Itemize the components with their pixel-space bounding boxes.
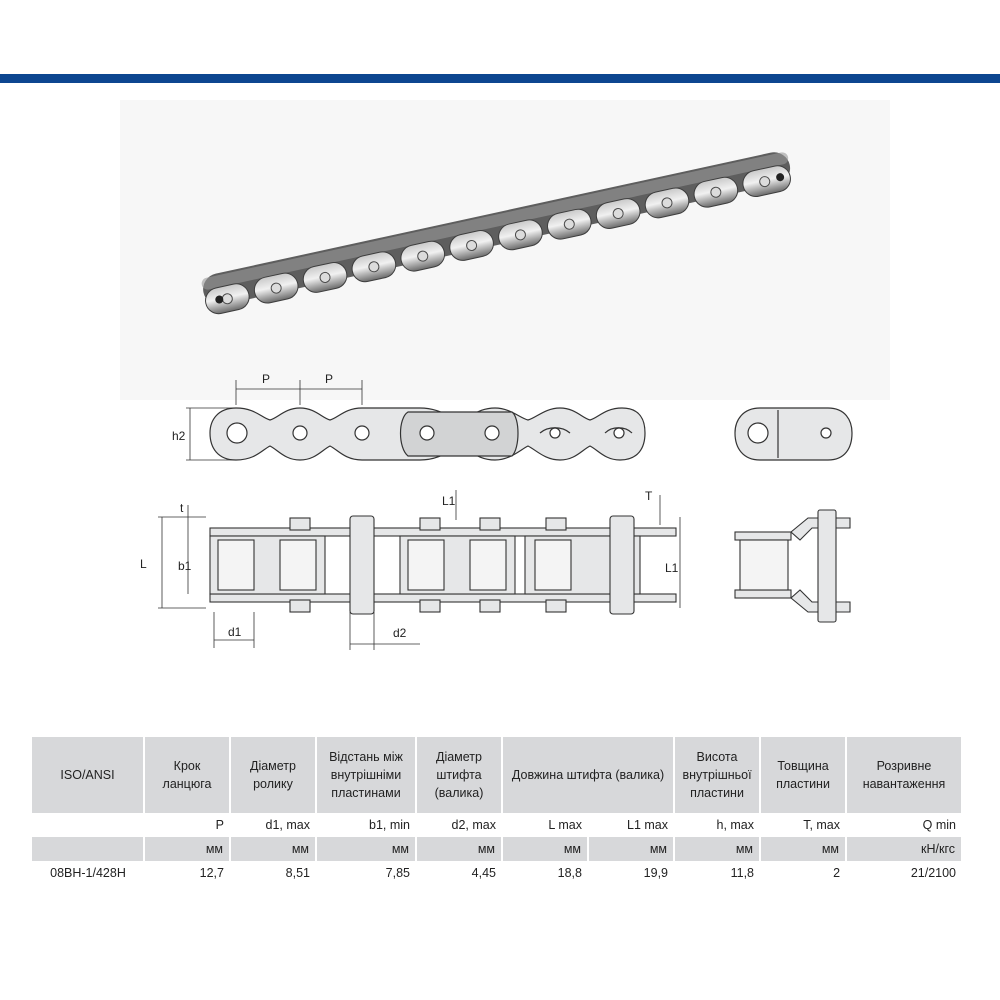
unit-cell: мм xyxy=(760,837,846,861)
symbol-cell: L max xyxy=(548,818,582,832)
chain-end-view-front xyxy=(735,510,850,622)
L1-side-label: L1 xyxy=(665,561,679,575)
cell-L1: 19,9 xyxy=(643,866,669,880)
header-pin-diameter: Діаметр штифта (валика) xyxy=(416,737,502,813)
L-label: L xyxy=(140,557,147,571)
symbol-cell: d1, max xyxy=(265,818,310,832)
header-pin-length: Довжина штифта (валика) xyxy=(502,737,674,813)
roller-chain-image xyxy=(200,149,795,316)
d2-label: d2 xyxy=(393,626,407,640)
symbol-cell: P xyxy=(215,818,224,832)
specification-table xyxy=(32,737,963,885)
header-roller-diameter: Діаметр ролику xyxy=(230,737,316,813)
cell-b1: 7,85 xyxy=(385,866,410,880)
t-label: t xyxy=(180,501,184,515)
unit-cell: мм xyxy=(416,837,502,861)
cell-Q: 21/2100 xyxy=(910,866,957,880)
unit-cell: мм xyxy=(144,837,230,861)
header-inner-width: Відстань між внутрішніми пластинами xyxy=(316,737,416,813)
table-header-row xyxy=(32,737,962,813)
unit-cell: мм xyxy=(588,837,674,861)
table-units-row xyxy=(32,837,962,861)
cell-d1: 8,51 xyxy=(285,866,310,880)
unit-cell: мм xyxy=(230,837,316,861)
header-iso-ansi: ISO/ANSI xyxy=(32,737,144,813)
symbol-cell: b1, min xyxy=(369,818,410,832)
symbol-cell: d2, max xyxy=(451,818,496,832)
unit-cell: кН/кгс xyxy=(846,837,962,861)
header-plate-height: Висота внутрішньої пластини xyxy=(674,737,760,813)
symbol-cell: h, max xyxy=(716,818,755,832)
unit-cell: мм xyxy=(502,837,588,861)
d1-label: d1 xyxy=(228,625,242,639)
chain-front-view xyxy=(210,516,676,614)
h2-label: h2 xyxy=(172,429,186,443)
pitch-label-2: P xyxy=(325,372,334,386)
table-symbol-row xyxy=(32,813,962,837)
cell-model: 08BH-1/428H xyxy=(50,866,126,880)
unit-cell: мм xyxy=(316,837,416,861)
L1-top-label: L1 xyxy=(442,494,456,508)
unit-cell: мм xyxy=(674,837,760,861)
cell-L: 18,8 xyxy=(557,866,582,880)
chain-end-view-top xyxy=(735,408,852,460)
unit-cell xyxy=(32,837,144,861)
cell-h: 11,8 xyxy=(730,866,755,880)
cell-d2: 4,45 xyxy=(471,866,496,880)
symbol-cell xyxy=(32,813,144,837)
b1-label: b1 xyxy=(178,559,192,573)
symbol-cell: L1 max xyxy=(627,818,669,832)
header-pitch: Крок ланцюга xyxy=(144,737,230,813)
symbol-cell: T, max xyxy=(803,818,841,832)
cell-pitch: 12,7 xyxy=(199,866,224,880)
header-breaking-load: Розривне навантаження xyxy=(846,737,962,813)
T-label: T xyxy=(645,489,653,503)
cell-T: 2 xyxy=(833,866,841,880)
header-plate-thickness: Товщина пластини xyxy=(760,737,846,813)
pitch-label-1: P xyxy=(262,372,271,386)
table-row xyxy=(32,861,962,885)
chain-top-view xyxy=(210,408,645,460)
symbol-cell: Q min xyxy=(922,818,957,832)
